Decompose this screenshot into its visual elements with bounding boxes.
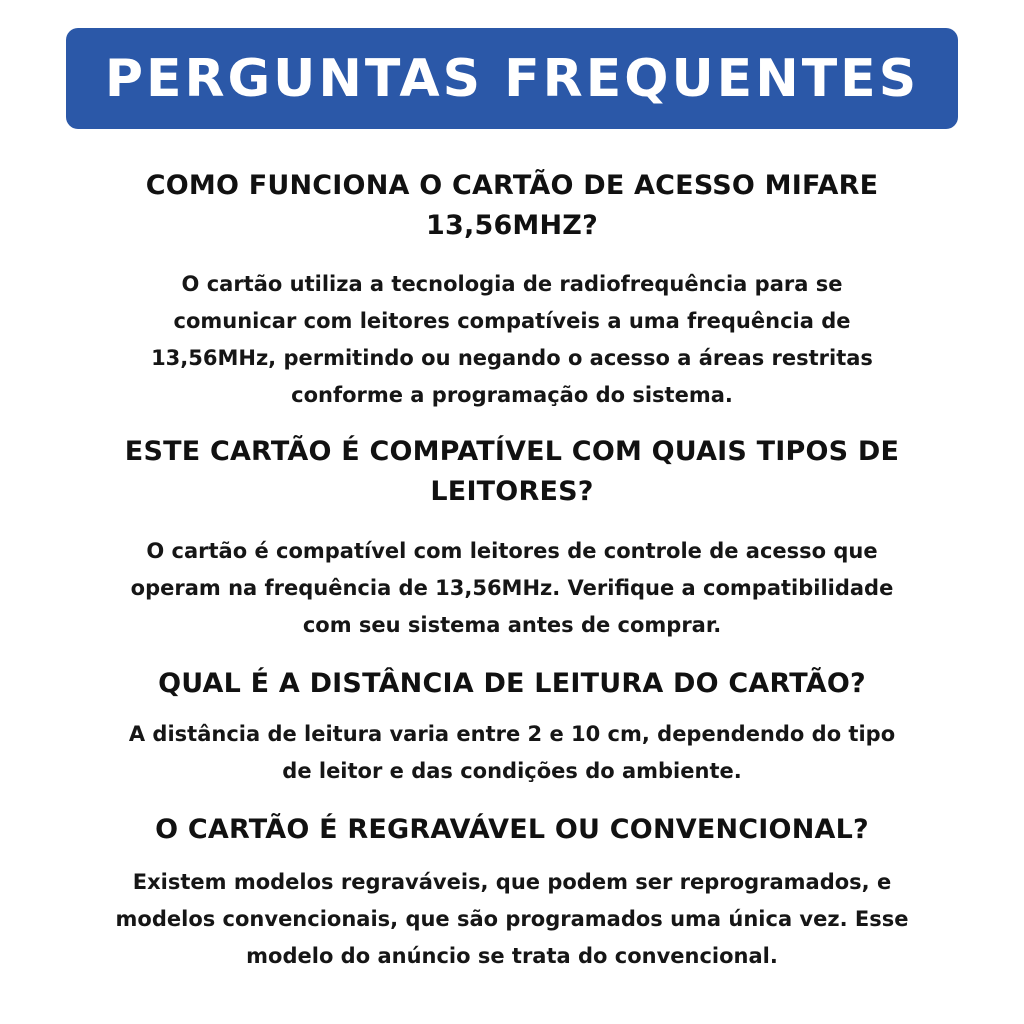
answer-line: O cartão utiliza a tecnologia de radiofrequência para se <box>181 272 843 296</box>
answer-line: modelos convencionais, que são programados uma única vez. Esse <box>115 907 909 931</box>
question-line: LEITORES? <box>430 476 594 507</box>
page-title: PERGUNTAS FREQUENTES <box>104 48 920 109</box>
question-line: ESTE CARTÃO É COMPATÍVEL COM QUAIS TIPOS DE <box>124 436 900 467</box>
answer-line: A distância de leitura varia entre 2 e 10 cm, dependendo do tipo <box>128 722 896 746</box>
question-line: COMO FUNCIONA O CARTÃO DE ACESSO MIFARE <box>145 170 879 201</box>
answer-line: Existem modelos regraváveis, que podem ser reprogramados, e <box>132 870 892 894</box>
answer-line: 13,56MHz, permitindo ou negando o acesso a áreas restritas <box>151 346 873 370</box>
faq-question-1 <box>0 166 1024 246</box>
faq-question-2 <box>0 432 1024 512</box>
answer-line: modelo do anúncio se trata do convencional. <box>246 944 778 968</box>
faq-answer-3 <box>0 716 1024 790</box>
faq-answer-4 <box>0 864 1024 975</box>
answer-line: com seu sistema antes de comprar. <box>302 613 722 637</box>
answer-line: operam na frequência de 13,56MHz. Verifique a compatibilidade <box>130 576 894 600</box>
answer-line: comunicar com leitores compatíveis a uma frequência de <box>173 309 851 333</box>
faq-answer-2 <box>0 533 1024 644</box>
faq-question-3 <box>0 664 1024 704</box>
question-line: QUAL É A DISTÂNCIA DE LEITURA DO CARTÃO? <box>158 668 866 699</box>
answer-line: O cartão é compatível com leitores de controle de acesso que <box>146 539 878 563</box>
answer-line: conforme a programação do sistema. <box>291 383 733 407</box>
question-line: O CARTÃO É REGRAVÁVEL OU CONVENCIONAL? <box>155 814 869 845</box>
answer-line: de leitor e das condições do ambiente. <box>282 759 742 783</box>
faq-question-4 <box>0 810 1024 850</box>
faq-answer-1 <box>0 266 1024 414</box>
header-banner <box>66 28 958 129</box>
question-line: 13,56MHZ? <box>426 210 598 241</box>
